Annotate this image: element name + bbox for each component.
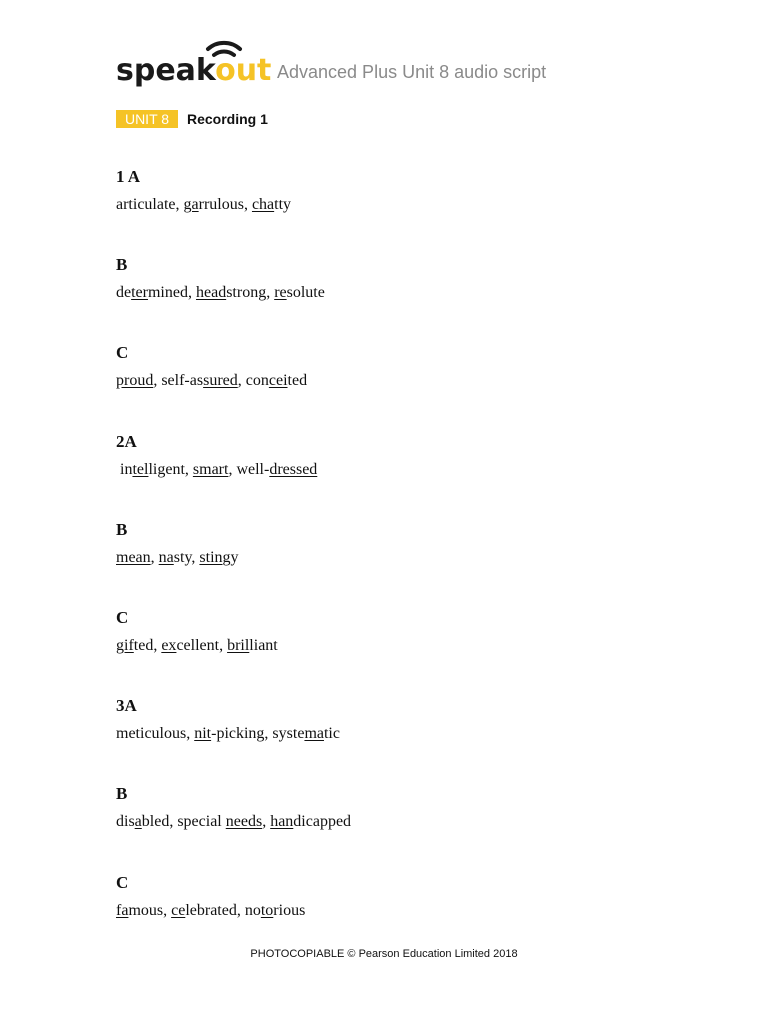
word-text: rrulous, bbox=[198, 196, 252, 213]
stressed-syllable: stin bbox=[199, 549, 223, 566]
stressed-syllable: a bbox=[134, 813, 142, 830]
word-text: ligent, bbox=[148, 461, 193, 478]
word-list bbox=[116, 460, 317, 480]
section-label: C bbox=[116, 608, 129, 627]
stressed-syllable: bril bbox=[227, 637, 250, 654]
exercise-section bbox=[116, 696, 340, 744]
word-list bbox=[116, 901, 305, 921]
word-list bbox=[116, 812, 351, 832]
stressed-syllable: gif bbox=[116, 637, 134, 654]
word-list bbox=[116, 195, 291, 215]
word-text: in bbox=[116, 461, 133, 478]
section-label: B bbox=[116, 784, 128, 803]
word-text: sty, bbox=[173, 549, 200, 566]
word-text: rious bbox=[273, 902, 306, 919]
stressed-syllable: ex bbox=[161, 637, 177, 654]
section-label: 1 A bbox=[116, 167, 141, 186]
stressed-syllable: smart bbox=[192, 461, 229, 478]
stressed-syllable: ce bbox=[171, 902, 186, 919]
word-list bbox=[116, 636, 278, 656]
exercise-section bbox=[116, 167, 291, 215]
exercise-section bbox=[116, 608, 278, 656]
word-text: ted, bbox=[133, 637, 162, 654]
stressed-syllable: na bbox=[158, 549, 174, 566]
word-text: tic bbox=[323, 725, 340, 742]
stressed-syllable: ter bbox=[131, 284, 148, 301]
stressed-syllable: sured bbox=[203, 372, 238, 389]
footer-copyright: PHOTOCOPIABLE © Pearson Education Limited 2018 bbox=[250, 948, 518, 960]
word-text: dicapped bbox=[293, 813, 352, 830]
word-text: strong, bbox=[226, 284, 275, 301]
section-label: B bbox=[116, 255, 128, 274]
word-text: mous, bbox=[128, 902, 172, 919]
header bbox=[116, 40, 676, 90]
section-label: 2A bbox=[116, 432, 137, 451]
recording-label: Recording 1 bbox=[187, 111, 268, 127]
word-text: dis bbox=[116, 813, 135, 830]
word-text: meticulous, bbox=[116, 725, 195, 742]
word-text: solute bbox=[286, 284, 325, 301]
word-text: , bbox=[262, 813, 271, 830]
stressed-syllable: nit bbox=[194, 725, 212, 742]
exercise-section bbox=[116, 343, 307, 391]
unit-badge: UNIT 8 bbox=[116, 110, 178, 128]
word-text: lebrated, no bbox=[185, 902, 261, 919]
word-text: , bbox=[150, 549, 159, 566]
word-text: articulate, bbox=[116, 196, 184, 213]
svg-text:speakout bbox=[116, 53, 271, 88]
speakout-logo bbox=[116, 40, 272, 90]
word-text: de bbox=[116, 284, 132, 301]
exercise-section bbox=[116, 255, 325, 303]
stressed-syllable: fa bbox=[116, 902, 129, 919]
section-label: 3A bbox=[116, 696, 137, 715]
exercise-section bbox=[116, 873, 305, 921]
word-text: , con bbox=[237, 372, 269, 389]
page-subtitle: Advanced Plus Unit 8 audio script bbox=[277, 62, 547, 82]
word-text: ted bbox=[287, 372, 308, 389]
word-list bbox=[116, 548, 239, 568]
word-text: , self-as bbox=[153, 372, 204, 389]
stressed-syllable: mean bbox=[116, 549, 151, 566]
stressed-syllable: ma bbox=[304, 725, 324, 742]
stressed-syllable: re bbox=[274, 284, 287, 301]
word-list bbox=[116, 724, 340, 744]
word-text: cellent, bbox=[176, 637, 228, 654]
section-label: C bbox=[116, 343, 129, 362]
word-text: -picking, syste bbox=[211, 725, 305, 742]
stressed-syllable: head bbox=[195, 284, 227, 301]
stressed-syllable: ga bbox=[183, 196, 199, 213]
stressed-syllable: cha bbox=[251, 196, 275, 213]
word-text: liant bbox=[249, 637, 278, 654]
stressed-syllable: cei bbox=[268, 372, 288, 389]
exercise-section bbox=[116, 520, 239, 568]
stressed-syllable: tel bbox=[132, 461, 149, 478]
word-list bbox=[116, 371, 307, 391]
word-text: mined, bbox=[147, 284, 196, 301]
exercise-section bbox=[116, 784, 351, 832]
section-label: B bbox=[116, 520, 128, 539]
word-text: bled, special bbox=[141, 813, 226, 830]
word-text: tty bbox=[274, 196, 292, 213]
stressed-syllable: to bbox=[260, 902, 274, 919]
word-list bbox=[116, 283, 325, 303]
logo-text-speak: speak bbox=[116, 53, 216, 88]
stressed-syllable: dressed bbox=[269, 461, 318, 478]
exercise-section bbox=[116, 432, 317, 480]
stressed-syllable: han bbox=[270, 813, 294, 830]
word-text: , well- bbox=[228, 461, 270, 478]
stressed-syllable: needs bbox=[225, 813, 263, 830]
word-text: gy bbox=[222, 549, 239, 566]
section-label: C bbox=[116, 873, 129, 892]
stressed-syllable: proud bbox=[116, 372, 154, 389]
logo-text-out: out bbox=[215, 53, 272, 88]
